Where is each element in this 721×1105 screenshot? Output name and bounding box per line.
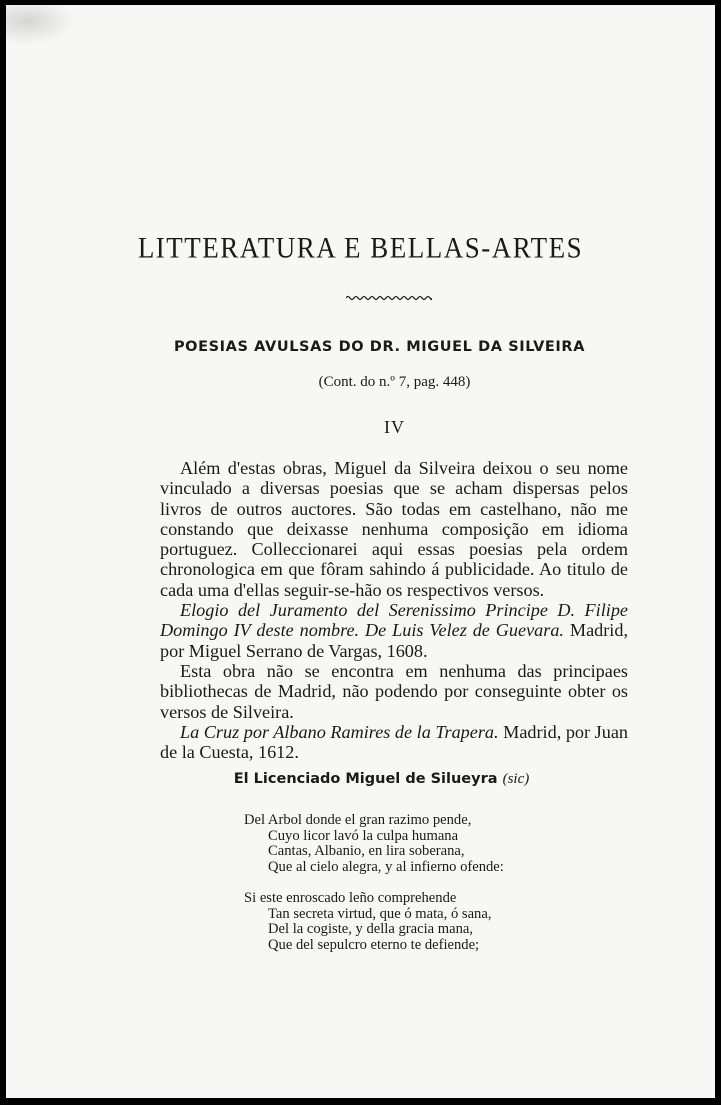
citation-title-2: La Cruz por Albano Ramires de la Trapera.	[180, 721, 499, 742]
poem-heading	[6, 771, 715, 788]
citation-place-2: Madrid, por Juan de la Cuesta, 1612.	[160, 721, 628, 763]
paragraph-2	[160, 600, 628, 661]
paragraph-1: Além d'estas obras, Miguel da Silveira deixou o seu nome vinculado a diversas poesias que se acham dispersas pelos livros de outros auctores. São todas em castelhano, não me constando que deixasse nenhuma composição em idioma portuguez. Colleccionarei aqui essas poesias pela ordem chronologica em que fôram sahindo á publicidade. Ao titulo de cada uma d'ellas seguir-se-hão os respectivos versos.	[160, 458, 628, 600]
page-title: LITTERATURA E BELLAS-ARTES	[137, 231, 584, 265]
citation-place-1: Madrid, por Miguel Serrano de Vargas, 1608.	[160, 620, 628, 661]
poem-heading-sic: (sic)	[502, 771, 530, 787]
scan-smudge	[6, 5, 76, 45]
paragraph-4	[160, 722, 628, 763]
paragraph-3: Esta obra não se encontra em nenhuma das principaes bibliothecas de Madrid, não podendo por conseguinte obter os versos de Silveira.	[160, 660, 628, 722]
verse-line: Del la cogiste, y della gracia mana,	[268, 921, 474, 938]
poem-stanza-1	[244, 813, 504, 875]
poem-stanza-2	[244, 891, 491, 953]
poem-heading-text: El Licenciado Miguel de Silueyra	[233, 771, 498, 787]
wavy-rule-ornament	[346, 294, 432, 302]
article-body	[160, 458, 628, 762]
verse-line: Tan secreta virtud, que ó mata, ó sana,	[268, 905, 492, 922]
verse-line: Que al cielo alegra, y al infierno ofende:	[268, 858, 504, 875]
article-heading: POESIAS AVULSAS DO DR. MIGUEL DA SILVEIRA	[173, 339, 586, 355]
continuation-note: (Cont. do n.º 7, pag. 448)	[318, 374, 471, 390]
document-page	[6, 5, 715, 1098]
citation-title-1: Elogio del Juramento del Serenissimo Principe D. Filipe Domingo IV deste nombre. De Luis Velez de Guevara.	[160, 600, 628, 641]
verse-line: Que del sepulcro eterno te defiende;	[268, 936, 480, 953]
verse-line: Cantas, Albanio, en lira soberana,	[268, 843, 465, 860]
verse-line: Si este enroscado leño comprehende	[244, 890, 457, 906]
verse-line: Del Arbol donde el gran razimo pende,	[244, 812, 472, 828]
verse-line: Cuyo licor lavó la culpa humana	[268, 827, 459, 844]
section-number: IV	[384, 417, 405, 437]
